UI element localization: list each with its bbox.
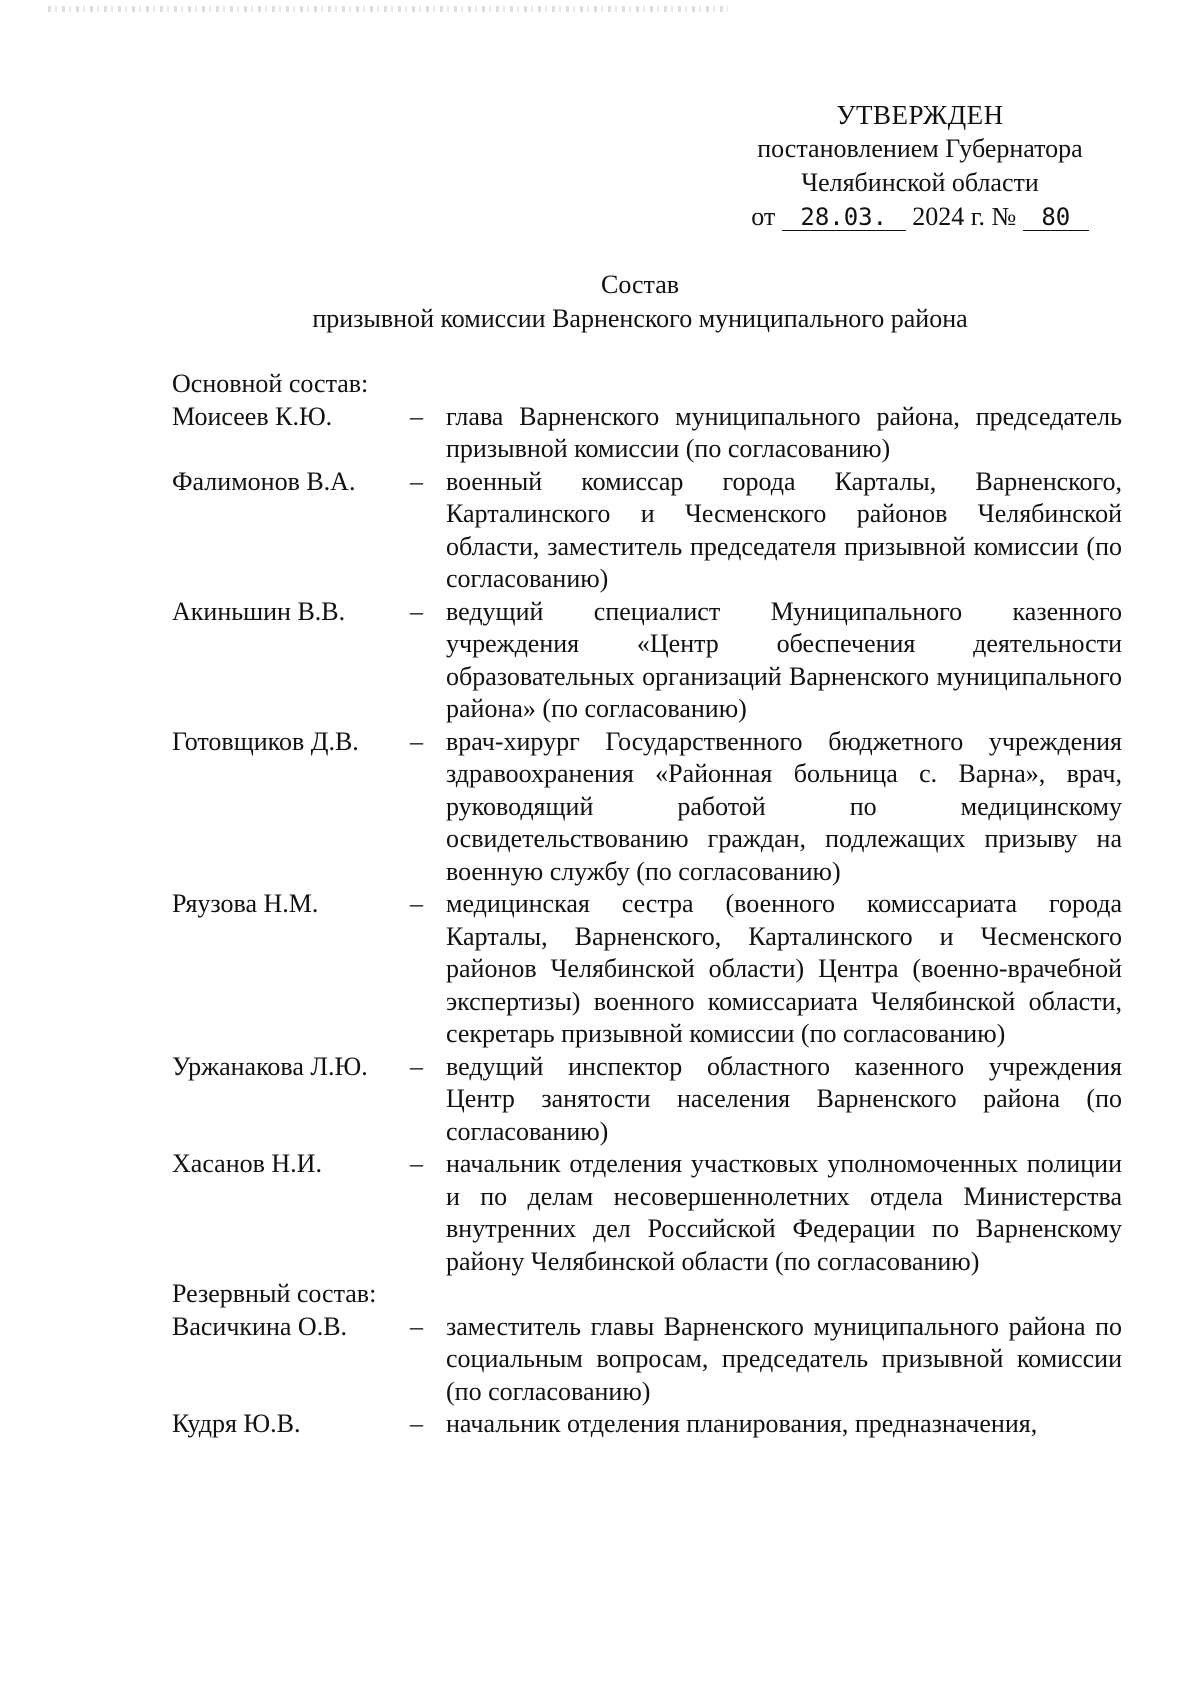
member-role: медицинская сестра (военного комиссариата города Карталы, Варненского, Карталинского и Чесменского районов Челябинской области) Центра (военно-врачебной экспертизы) военного комиссариата Челябинской области, секретарь призывной комиссии (по согласованию) (446, 889, 1122, 1048)
approval-date-line (700, 200, 1140, 234)
reserve-section-heading: Резервный состав: (172, 1279, 377, 1308)
dash-separator: – (410, 466, 423, 496)
document-title: Состав (600, 270, 680, 299)
member-role: врач-хирург Государственного бюджетного учреждения здравоохранения «Районная больница с. Варна», врач, руководящий работой по медицинскому освидетельствованию граждан, подлежащих призыву на военную службу (по согласованию) (446, 726, 1122, 886)
dash-separator: – (410, 1311, 423, 1341)
member-name: Готовщиков Д.В. (172, 726, 359, 756)
dash-separator: – (410, 726, 423, 756)
approval-region: Челябинской области (801, 168, 1039, 197)
commission-composition (172, 368, 1132, 1441)
member-role: начальник отделения участковых уполномоченных полиции и по делам несовершеннолетних отдела Министерства внутренних дел Российской Федерации по Варненскому району Челябинской области (по согласованию) (446, 1149, 1122, 1276)
member-row (172, 726, 1132, 889)
member-row (172, 888, 1132, 1051)
member-name: Кудря Ю.В. (172, 1409, 301, 1438)
scan-artifact (48, 6, 728, 12)
dash-separator: – (410, 596, 423, 626)
document-heading (200, 268, 1080, 336)
dash-separator: – (410, 889, 423, 918)
approval-stamp (700, 98, 1140, 234)
member-name: Уржанакова Л.Ю. (172, 1051, 368, 1081)
member-name: Ряузова Н.М. (172, 889, 319, 918)
member-row (172, 466, 1132, 596)
member-row (172, 401, 1132, 466)
member-name: Фалимонов В.А. (172, 466, 356, 496)
member-role: ведущий инспектор областного казенного учреждения Центр занятости населения Варненского района (по согласованию) (446, 1051, 1122, 1146)
dash-separator: – (410, 1409, 423, 1438)
member-row (172, 1148, 1132, 1278)
member-name: Моисеев К.Ю. (172, 401, 333, 431)
member-role: заместитель главы Варненского муниципального района по социальным вопросам, председатель призывной комиссии (по согласованию) (446, 1311, 1122, 1406)
member-role: ведущий специалист Муниципального казенного учреждения «Центр обеспечения деятельности образовательных организаций Варненского муниципального района» (по согласованию) (446, 596, 1122, 723)
member-row (172, 596, 1132, 726)
member-name: Акиньшин В.В. (172, 596, 346, 626)
handwritten-number: 80 (1023, 204, 1089, 231)
handwritten-date: 28.03. (782, 204, 906, 231)
member-role: военный комиссар города Карталы, Варненского, Карталинского и Чесменского районов Челябинской области, заместитель председателя призывной комиссии (по согласованию) (446, 466, 1122, 593)
approval-issuer: постановлением Губернатора (757, 134, 1083, 163)
approval-title: УТВЕРЖДЕН (836, 100, 1004, 130)
year-and-number-label: 2024 г. № (912, 202, 1017, 231)
dash-separator: – (410, 1149, 423, 1178)
member-name: Хасанов Н.И. (172, 1149, 322, 1178)
member-role: глава Варненского муниципального района, председатель призывной комиссии (по согласованию) (446, 401, 1122, 463)
date-prefix: от (751, 202, 776, 231)
member-role: начальник отделения планирования, предназначения, (446, 1409, 1038, 1438)
member-row (172, 1051, 1132, 1149)
member-name: Васичкина О.В. (172, 1311, 348, 1341)
dash-separator: – (410, 1051, 423, 1081)
member-row (172, 1408, 1132, 1441)
member-row (172, 1311, 1132, 1409)
main-section-heading: Основной состав: (172, 369, 369, 398)
document-subtitle: призывной комиссии Варненского муниципального района (312, 304, 968, 333)
dash-separator: – (410, 401, 423, 431)
